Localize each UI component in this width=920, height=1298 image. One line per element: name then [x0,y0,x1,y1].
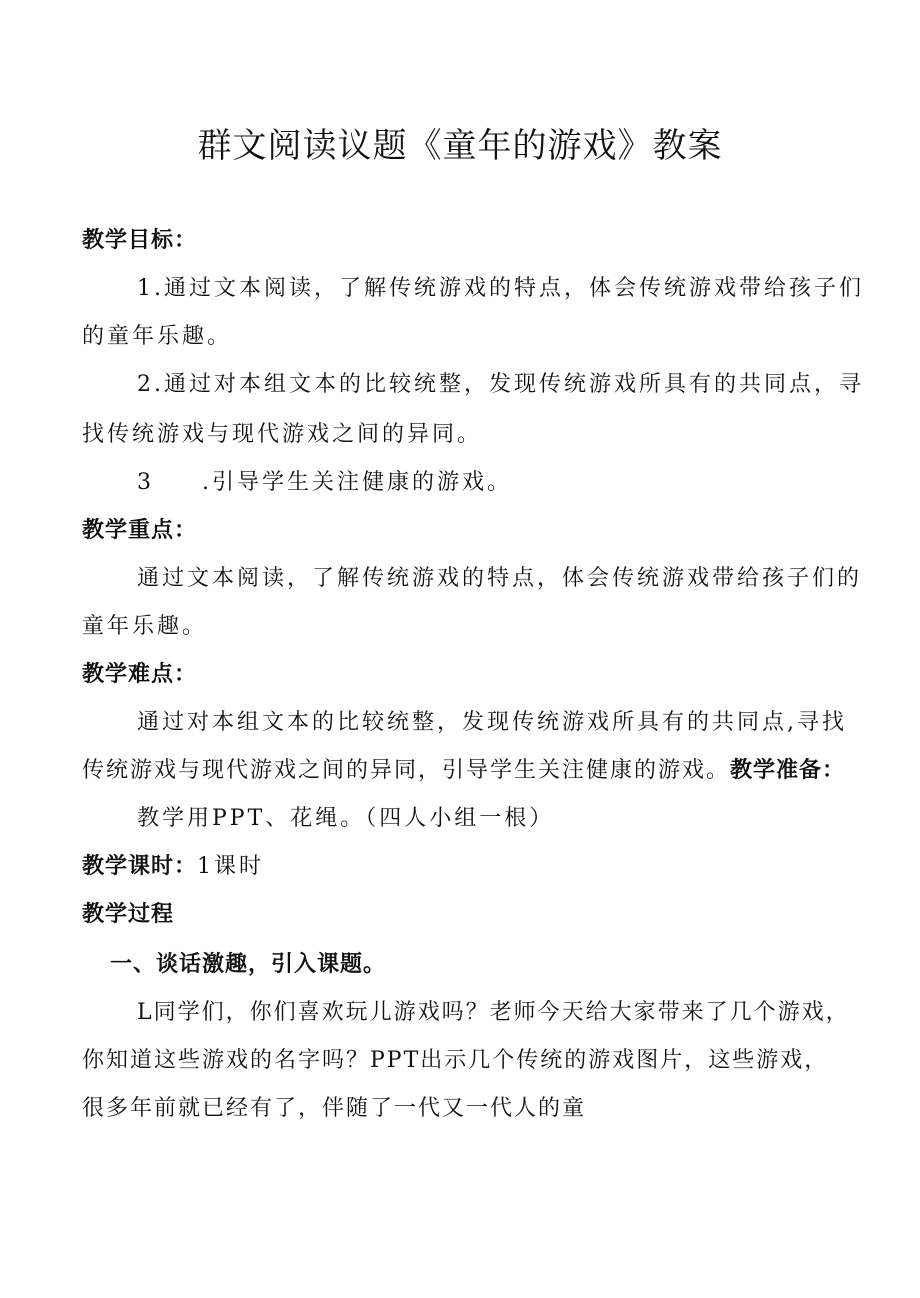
page-title: 群文阅读议题《童年的游戏》教案 [197,126,723,166]
step-1-line-1: L同学们，你们喜欢玩儿游戏吗？老师今天给大家带来了几个游戏， [137,1000,850,1025]
step-1-line-2: 你知道这些游戏的名字吗？PPT出示几个传统的游戏图片，这些游戏， [82,1048,829,1073]
objective-2-line-1: 2.通过对本组文本的比较统整，发现传统游戏所具有的共同点，寻 [137,372,864,397]
process-heading: 教学过程 [82,902,175,927]
objectives-heading: 教学目标： [82,228,198,253]
preparation-heading: 教学准备： [730,758,846,783]
key-points-line-1: 通过文本阅读，了解传统游戏的特点，体会传统游戏带给孩子们的 [137,566,863,591]
step-1-heading: 一、谈话激趣，引入课题。 [110,952,387,977]
objective-3-number: 3 [137,470,154,495]
difficulties-line-1: 通过对本组文本的比较统整，发现传统游戏所具有的共同点,寻找 [137,710,847,735]
class-hours-label: 教学课时： [82,854,198,879]
difficulties-heading: 教学难点： [82,662,198,687]
objective-1-line-1: 1.通过文本阅读，了解传统游戏的特点，体会传统游戏带给孩子们 [137,276,864,301]
key-points-heading: 教学重点： [82,518,198,543]
class-hours [82,852,264,882]
difficulties-line-2-text: 传统游戏与现代游戏之间的异同，引导学生关注健康的游戏。 [82,758,731,783]
key-points-line-2: 童年乐趣。 [82,614,208,639]
preparation-text: 教学用PPT、花绳。（四人小组一根） [137,806,555,831]
objective-1-line-2: 的童年乐趣。 [82,324,233,349]
class-hours-value: 1课时 [197,854,265,879]
step-1-line-3: 很多年前就已经有了，伴随了一代又一代人的童 [82,1096,587,1121]
objective-3 [137,468,512,498]
objective-3-text: .引导学生关注健康的游戏。 [202,470,512,495]
objective-2-line-2: 找传统游戏与现代游戏之间的异同。 [82,422,483,447]
difficulties-line-2 [82,756,845,786]
